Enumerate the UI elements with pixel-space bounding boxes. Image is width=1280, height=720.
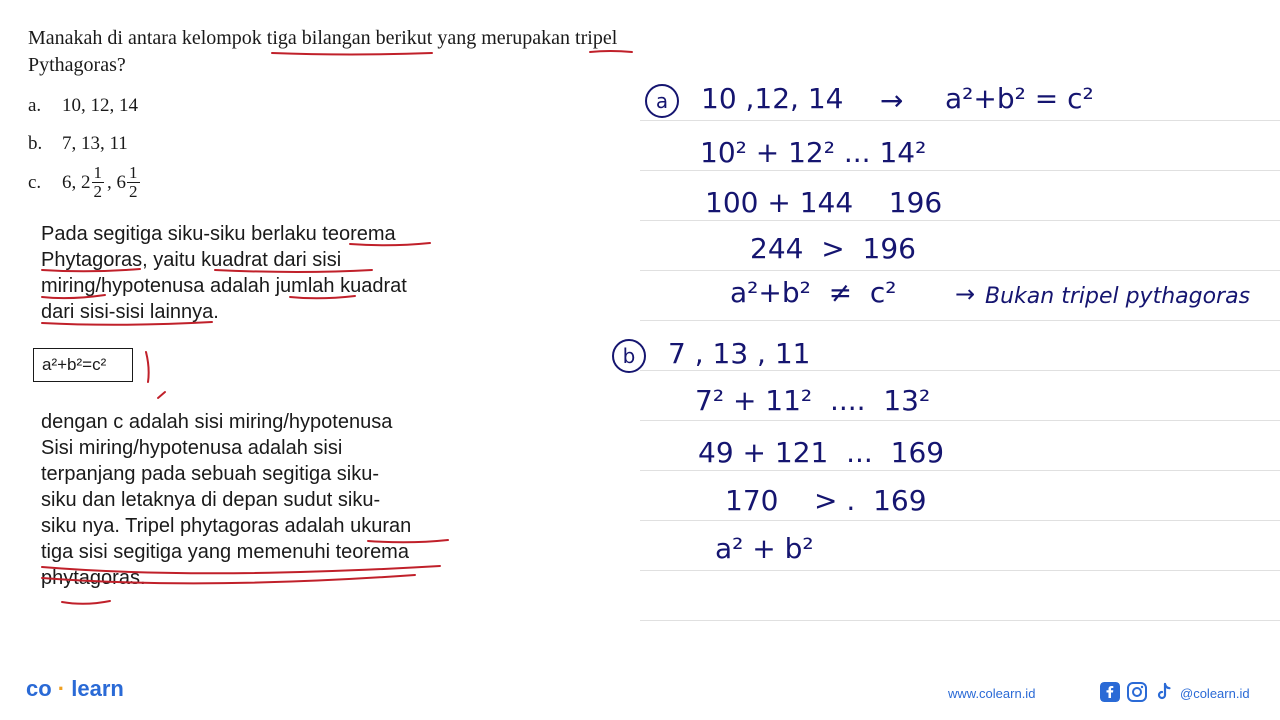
instagram-icon[interactable]	[1127, 682, 1147, 702]
option-b	[28, 133, 128, 155]
ruled-line	[640, 320, 1280, 321]
social-handle[interactable]: @colearn.id	[1180, 686, 1250, 701]
fraction-denominator: 2	[93, 182, 102, 201]
work-b-line1	[612, 337, 810, 373]
ruled-line	[640, 270, 1280, 271]
work-a-line2: 10² + 12² ... 14²	[700, 136, 927, 169]
option-label: b.	[28, 133, 43, 154]
explanation-line: Pada segitiga siku-siku berlaku teorema	[41, 223, 396, 245]
fraction-denominator: 2	[129, 182, 138, 201]
option-c	[28, 164, 143, 201]
work-a-line4: 244 > 196	[750, 232, 916, 265]
work-a-arrow: →	[880, 84, 904, 117]
tiktok-icon[interactable]	[1154, 682, 1174, 702]
box-mark	[146, 352, 149, 382]
work-a-line3: 100 + 144 196	[705, 186, 943, 219]
work-a-line5: a²+b² ≠ c²	[730, 276, 897, 309]
work-a-arrow2: →	[955, 280, 976, 308]
option-label: a.	[28, 95, 42, 116]
ruled-line	[640, 420, 1280, 421]
ruled-line	[640, 520, 1280, 521]
logo-text: learn	[71, 676, 124, 701]
work-a-conclusion: Bukan tripel pythagoras	[985, 284, 1251, 309]
explanation-line: dari sisi-sisi lainnya.	[41, 301, 219, 323]
fraction	[92, 164, 105, 201]
ruled-line	[640, 170, 1280, 171]
fraction	[127, 164, 140, 201]
explanation-line: dengan c adalah sisi miring/hypotenusa	[41, 411, 393, 433]
explanation-line: siku nya. Tripel phytagoras adalah ukuran	[41, 515, 412, 537]
explanation-line: Phytagoras, yaitu kuadrat dari sisi	[41, 249, 342, 271]
work-text: 7 , 13 , 11	[668, 337, 811, 370]
ruled-line	[640, 570, 1280, 571]
explanation-line: phytagoras.	[41, 567, 146, 589]
option-prefix: 6, 2	[62, 171, 91, 193]
ruled-line	[640, 220, 1280, 221]
facebook-icon[interactable]	[1100, 682, 1120, 702]
marker-a: a	[645, 84, 679, 118]
work-b-line4: 170 > . 169	[725, 484, 927, 517]
option-value: 7, 13, 11	[62, 133, 128, 154]
option-a	[28, 95, 138, 117]
logo-text: co	[26, 676, 52, 701]
website-url[interactable]: www.colearn.id	[948, 686, 1036, 701]
work-text: 10 ,12, 14	[701, 82, 844, 115]
explanation-paragraph-2	[41, 409, 461, 591]
ruled-line	[640, 620, 1280, 621]
ruled-line	[640, 470, 1280, 471]
logo-dot: ·	[51, 676, 72, 701]
work-b-line5: a² + b²	[715, 532, 814, 565]
explanation-line: miring/hypotenusa adalah jumlah kuadrat	[41, 275, 407, 297]
work-a-line1	[645, 82, 844, 118]
option-value: 10, 12, 14	[62, 95, 138, 116]
explanation-paragraph-1	[41, 221, 461, 325]
marker-b: b	[612, 339, 646, 373]
option-label: c.	[28, 171, 42, 193]
question-text: Manakah di antara kelompok tiga bilangan berikut yang merupakan tripel Pythagoras?	[28, 27, 618, 76]
ruled-line	[640, 120, 1280, 121]
explanation-line: siku dan letaknya di depan sudut siku-	[41, 489, 381, 511]
fraction-numerator: 1	[93, 163, 102, 182]
underline-mark	[62, 601, 110, 604]
formula-box: a²+b²=c²	[33, 348, 133, 382]
explanation-line: terpanjang pada sebuah segitiga siku-	[41, 463, 380, 485]
fraction-numerator: 1	[129, 163, 138, 182]
explanation-line: tiga sisi segitiga yang memenuhi teorema	[41, 541, 409, 563]
work-a-rule: a²+b² = c²	[945, 82, 1094, 115]
work-b-line2: 7² + 11² .... 13²	[695, 384, 931, 417]
option-mid: , 6	[107, 171, 126, 193]
tick-mark	[158, 392, 165, 398]
explanation-line: Sisi miring/hypotenusa adalah sisi	[41, 437, 343, 459]
colearn-logo	[26, 676, 124, 702]
work-b-line3: 49 + 121 ... 169	[698, 436, 945, 469]
